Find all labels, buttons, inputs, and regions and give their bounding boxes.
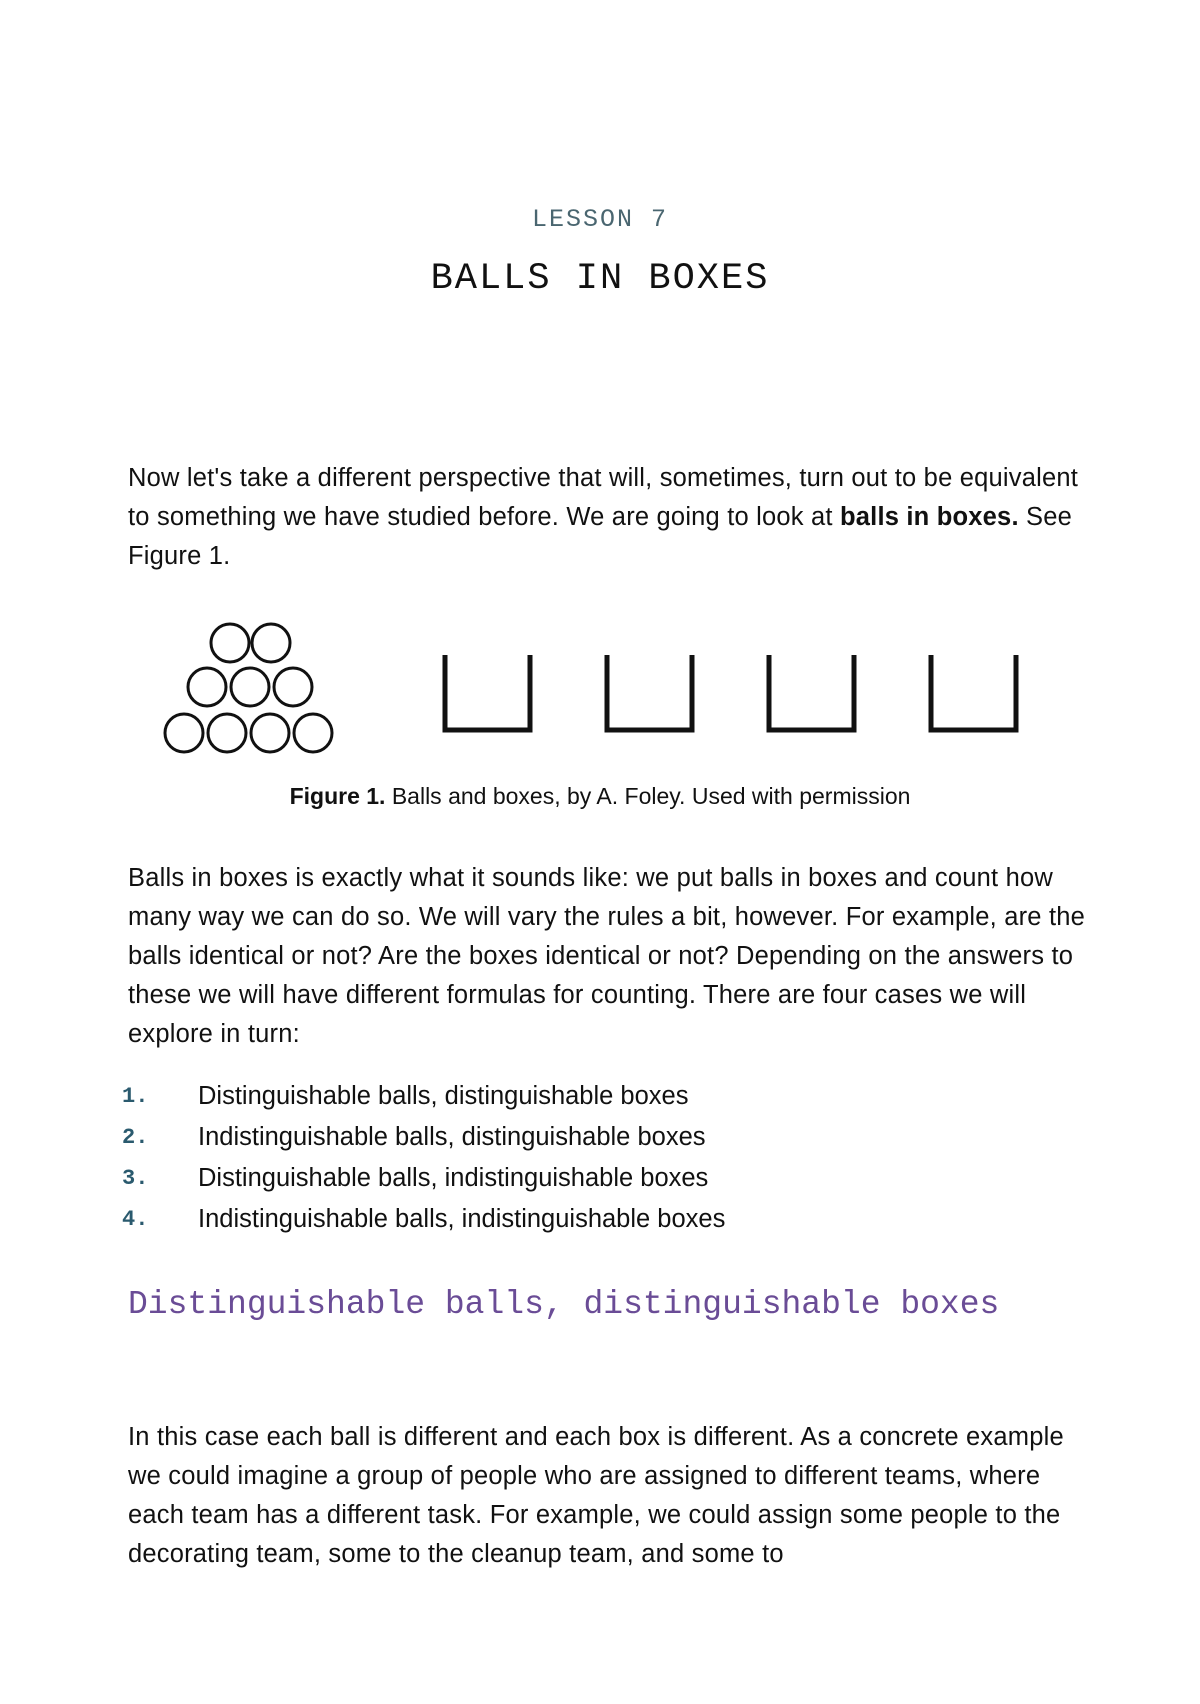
list-item xyxy=(122,1158,1022,1199)
caption-label: Figure 1. xyxy=(289,783,386,809)
ball xyxy=(252,624,290,662)
intro-bold-term: balls in boxes. xyxy=(840,503,1019,531)
explanation-paragraph: Balls in boxes is exactly what it sounds like: we put balls in boxes and count how many way we can do so. We will vary the rules a bit, however. For example, are the balls identical or not? Are the boxes identical or not? Depending on the answers to these we will have different formulas for counting. There are four cases we will explore in turn: xyxy=(128,864,1086,1048)
list-item-label: Indistinguishable balls, distinguishable boxes xyxy=(198,1123,706,1151)
cases-list xyxy=(122,1076,1022,1240)
caption-text: Balls and boxes, by A. Foley. Used with permission xyxy=(385,783,911,809)
box xyxy=(931,655,1016,730)
box xyxy=(445,655,530,730)
list-item-label: Indistinguishable balls, indistinguishable boxes xyxy=(198,1205,726,1233)
lesson-title: BALLS IN BOXES xyxy=(430,258,770,300)
list-item xyxy=(122,1117,1022,1158)
section-paragraph: In this case each ball is different and each box is different. As a concrete example we could imagine a group of people who are assigned to different teams, where each team has a different task. For example, we could assign some people to the decorating team, some to the cleanup team, and some to xyxy=(128,1423,1064,1568)
ball xyxy=(251,714,289,752)
figure-caption xyxy=(0,783,1200,810)
list-number: 2. xyxy=(122,1125,149,1150)
intro-text-after: See Figure 1. xyxy=(128,503,1072,570)
intro-text-before: Now let's take a different perspective that will, sometimes, turn out to be equivalent to something we have studied before. We are going to look at xyxy=(128,464,1078,531)
ball xyxy=(231,668,269,706)
box xyxy=(769,655,854,730)
list-number: 4. xyxy=(122,1207,149,1232)
list-item xyxy=(122,1199,1022,1240)
list-item-label: Distinguishable balls, distinguishable boxes xyxy=(198,1082,689,1110)
ball xyxy=(208,714,246,752)
ball xyxy=(165,714,203,752)
balls-and-boxes-figure xyxy=(160,615,1030,765)
list-item-label: Distinguishable balls, indistinguishable boxes xyxy=(198,1164,709,1192)
list-item xyxy=(122,1076,1022,1117)
ball xyxy=(274,668,312,706)
box xyxy=(607,655,692,730)
ball xyxy=(188,668,226,706)
ball xyxy=(294,714,332,752)
intro-paragraph xyxy=(128,459,1088,576)
section-heading: Distinguishable balls, distinguishable boxes xyxy=(128,1286,1000,1323)
ball xyxy=(211,624,249,662)
list-number: 3. xyxy=(122,1166,149,1191)
boxes xyxy=(445,655,1016,730)
lesson-label: LESSON 7 xyxy=(531,205,669,234)
list-number: 1. xyxy=(122,1084,149,1109)
ball-pyramid xyxy=(165,624,332,752)
